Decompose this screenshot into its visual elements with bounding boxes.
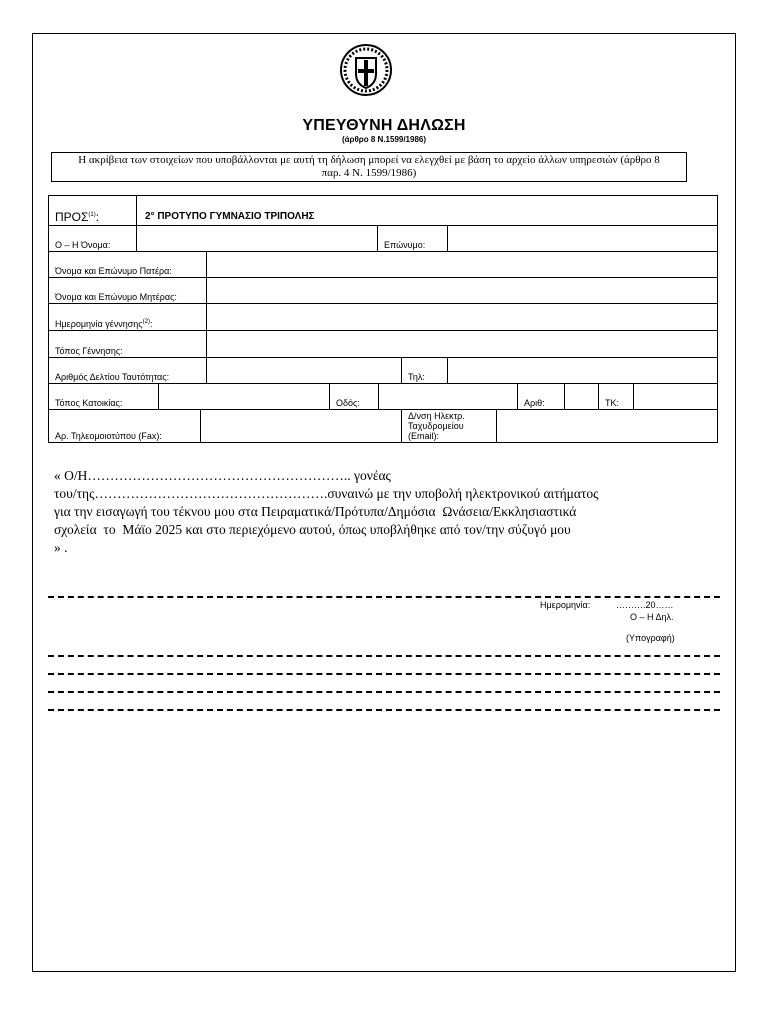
residence-field[interactable] xyxy=(158,383,330,410)
first-name-label: Ο – Η Όνομα: xyxy=(48,225,137,252)
street-field[interactable] xyxy=(378,383,518,410)
id-number-label: Αριθμός Δελτίου Ταυτότητας: xyxy=(48,357,207,384)
birth-date-field[interactable] xyxy=(206,303,718,331)
number-field[interactable] xyxy=(564,383,599,410)
dashed-separator-1 xyxy=(48,596,720,598)
pros-label: ΠΡΟΣ$^{(1)}$: xyxy=(55,210,100,224)
birth-date-label: Ημερομηνία γέννησης$^{(2)}$: xyxy=(48,303,207,331)
dashed-separator-5 xyxy=(48,709,720,711)
email-field[interactable] xyxy=(496,409,718,443)
fax-label: Αρ. Τηλεομοιοτύπου (Fax): xyxy=(48,409,201,443)
signature-label: (Υπογραφή) xyxy=(626,633,675,643)
mother-name-field[interactable] xyxy=(206,277,718,304)
email-label: Δ/νση Ηλεκτρ. Ταχυδρομείου (Email): xyxy=(401,409,497,443)
notice-line-1: Η ακρίβεια των στοιχείων που υποβάλλονται με αυτή τη δήλωση μπορεί να ελεγχθεί με βάση το αρχείο άλλων υπηρεσιών (άρθρο 8 xyxy=(78,154,660,166)
declarant-label: Ο – Η Δηλ. xyxy=(630,612,674,622)
pros-label-cell xyxy=(48,195,137,226)
date-label: Ημερομηνία: xyxy=(540,600,591,610)
birth-place-label: Τόπος Γέννησης: xyxy=(48,330,207,358)
father-name-field[interactable] xyxy=(206,251,718,278)
father-name-label: Όνομα και Επώνυμο Πατέρα: xyxy=(48,251,207,278)
street-label: Οδός: xyxy=(329,383,379,410)
declaration-text xyxy=(54,467,694,557)
date-value: ……….20…… xyxy=(616,600,674,610)
residence-label: Τόπος Κατοικίας: xyxy=(48,383,159,410)
number-label: Αριθ: xyxy=(517,383,565,410)
declaration-line-3: για την εισαγωγή του τέκνου μου στα Πειραματικά/Πρότυπα/Δημόσια Ωνάσεια/Εκκλησιαστικά xyxy=(54,504,577,519)
dashed-separator-4 xyxy=(48,691,720,693)
first-name-field[interactable] xyxy=(136,225,378,252)
postal-code-field[interactable] xyxy=(633,383,718,410)
pros-value-cell[interactable] xyxy=(136,195,718,226)
phone-field[interactable] xyxy=(447,357,718,384)
postal-code-label: ΤΚ: xyxy=(598,383,634,410)
fax-field[interactable] xyxy=(200,409,402,443)
notice-line-2: παρ. 4 Ν. 1599/1986) xyxy=(321,167,417,179)
declaration-line-1: « Ο/Η………………………………………………….. γονέας xyxy=(54,468,391,483)
id-number-field[interactable] xyxy=(206,357,402,384)
accuracy-notice xyxy=(51,152,687,182)
dashed-separator-3 xyxy=(48,673,720,675)
document-subtitle: (άρθρο 8 Ν.1599/1986) xyxy=(341,135,427,144)
dashed-separator-2 xyxy=(48,655,720,657)
pros-value: 2° ΠΡΟΤΥΠΟ ΓΥΜΝΑΣΙΟ ΤΡΙΠΟΛΗΣ xyxy=(145,211,315,222)
declaration-line-5: » . xyxy=(54,540,68,555)
declaration-line-2: του/της…………………………………………….συναινώ με την υποβολή ηλεκτρονικού αιτήματος xyxy=(54,486,599,501)
phone-label: Τηλ: xyxy=(401,357,448,384)
surname-label: Επώνυμο: xyxy=(377,225,448,252)
greek-coat-of-arms-emblem xyxy=(338,42,394,98)
document-title: ΥΠΕΥΘΥΝΗ ΔΗΛΩΣΗ xyxy=(302,117,466,134)
declaration-line-4: σχολεία το Μάϊο 2025 και στο περιεχόμενο αυτού, όπως υποβλήθηκε από τον/την σύζυγό μου xyxy=(54,522,571,537)
birth-place-field[interactable] xyxy=(206,330,718,358)
mother-name-label: Όνομα και Επώνυμο Μητέρας: xyxy=(48,277,207,304)
surname-field[interactable] xyxy=(447,225,718,252)
